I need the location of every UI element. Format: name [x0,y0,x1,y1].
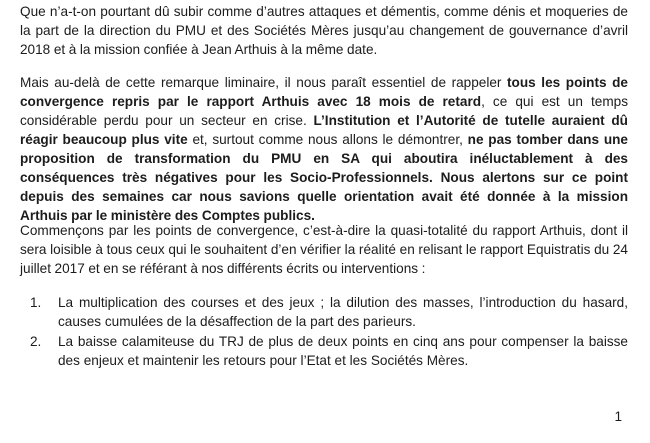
paragraph-text: Mais au-delà de cette remarque liminaire, il nous paraît essentiel de rappeler [20,75,508,90]
list-item-number: 1. [30,295,42,310]
paragraph-emphasis: tous les points de convergence repris par le rapport Arthuis avec 18 mois de retard [20,75,628,109]
list-item [20,332,628,370]
paragraph-convergence [20,73,628,225]
paragraph-emphasis: ne pas tomber dans une proposition de transformation du PMU en SA qui aboutira inéluctablement à des conséquences très négatives pour les Socio-Professionnels. Nous alertons sur ce point depuis des semaines car nous savions quelle orientation avait été donnée à la mission Arthuis par le ministère des Comptes publics. [20,132,628,223]
paragraph-intro: Que n’a-t-on pourtant dû subir comme d’autres attaques et démentis, comme dénis et moqueries de la part de la direction du PMU et des Sociétés Mères jusqu’au changement de gouvernance d’avril 2018 et à la mission confiée à Jean Arthuis à la même date. [20,4,628,57]
list-item [20,293,628,331]
paragraph-points-intro: Commençons par les points de convergence, c’est-à-dire la quasi-totalité du rapport Arthuis, dont il sera loisible à tous ceux qui le souhaitent d’en vérifier la réalité en relisant le rapport Equistratis du 24 juillet 2017 et en se référant à nos différents écrits ou interventions : [20,223,628,276]
paragraph-emphasis: L’Institution et l’Autorité de tutelle auraient dû réagir beaucoup plus vite [20,113,628,147]
list-item-number: 2. [30,334,42,349]
paragraph-text: , ce qui est un temps considérable perdu pour un secteur en crise. [20,94,628,128]
page-number: 1 [614,409,622,424]
list-item-text: La baisse calamiteuse du TRJ de plus de deux points en cinq ans pour compenser la baisse des enjeux et maintenir les retours pour l’Etat et les Sociétés Mères. [58,334,628,368]
numbered-list [20,293,628,371]
paragraph-text: et, surtout comme nous allons le démontrer, [187,132,468,147]
list-item-text: La multiplication des courses et des jeux ; la dilution des masses, l’introduction du hasard, causes cumulées de la désaffection de la part des parieurs. [58,295,628,329]
